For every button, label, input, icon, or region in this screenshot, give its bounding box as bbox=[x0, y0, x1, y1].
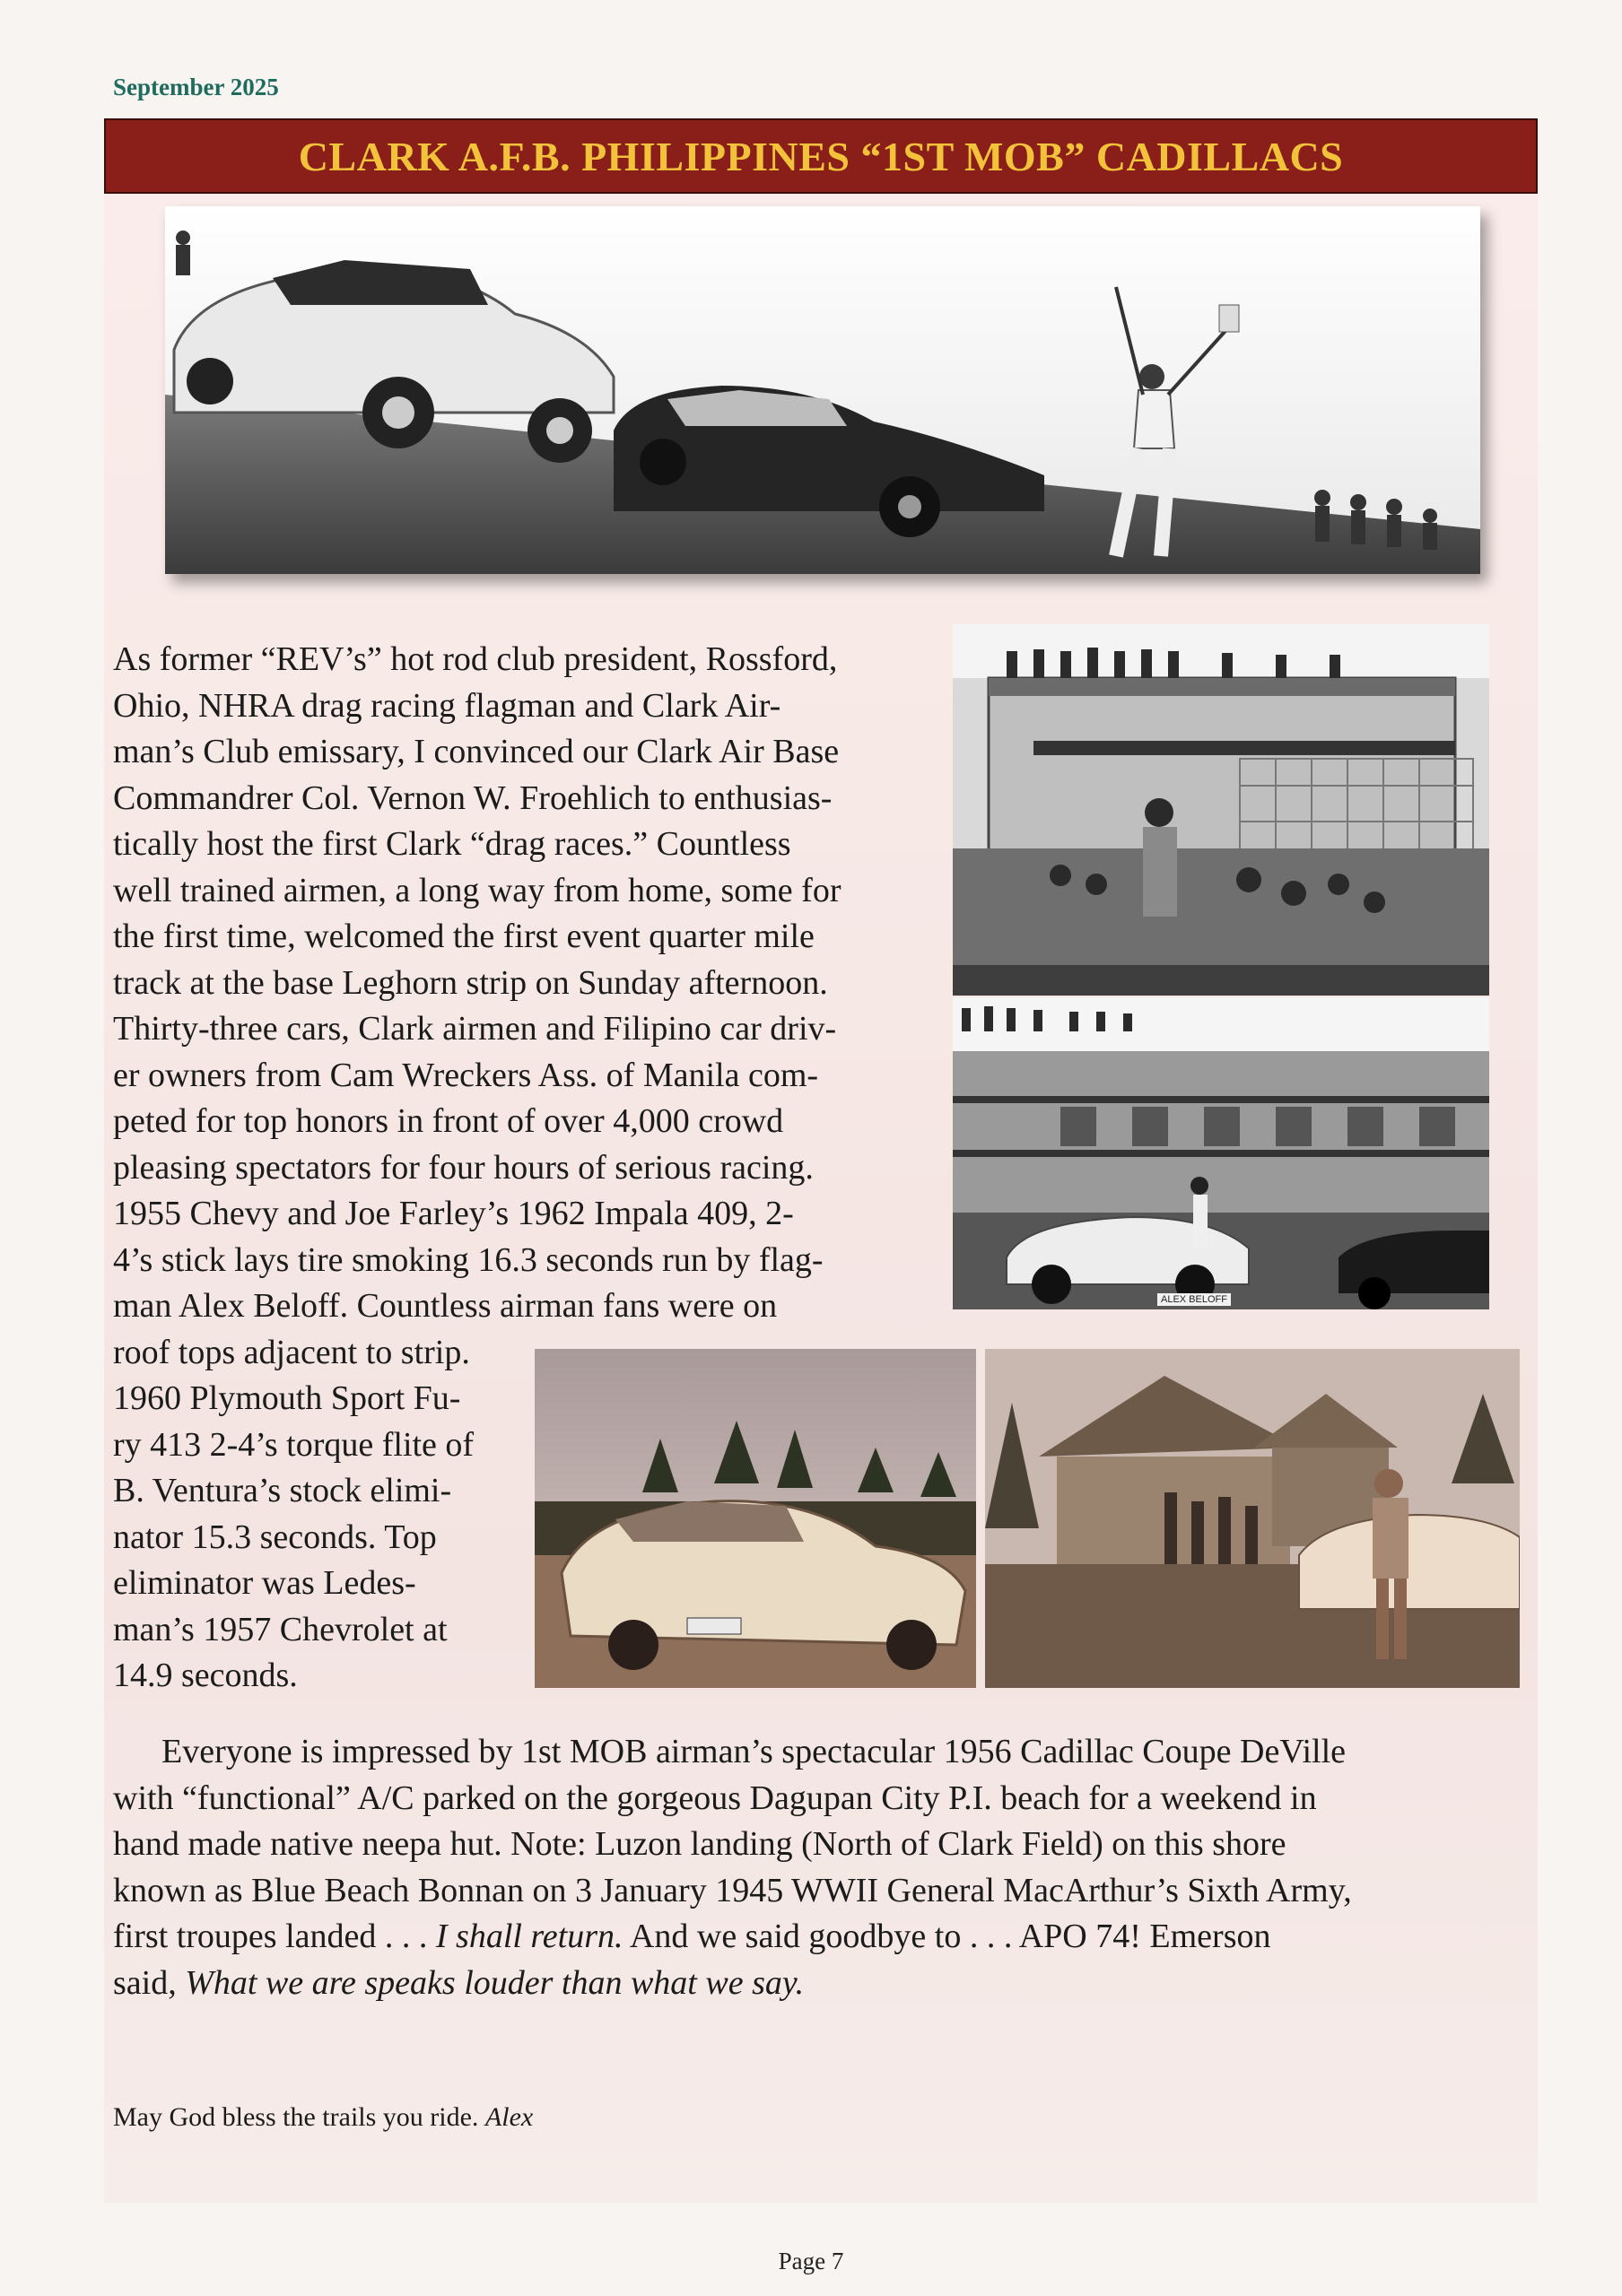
text-line bbox=[113, 1914, 1352, 1961]
closing-text: May God bless the trails you ride. bbox=[113, 2102, 485, 2132]
closing-line bbox=[113, 2102, 533, 2133]
race-at-building-photo bbox=[953, 997, 1489, 1309]
text-line: track at the base Leghorn strip on Sunday afternoon. bbox=[113, 963, 828, 1002]
article-title: CLARK A.F.B. PHILIPPINES “1ST MOB” CADILLACS bbox=[298, 133, 1344, 179]
text-line: Everyone is impressed by 1st MOB airman’s spectacular 1956 Cadillac Coupe DeVille bbox=[161, 1733, 1347, 1770]
text-line bbox=[113, 1961, 1352, 2007]
text-segment: And we said goodbye to . . . APO 74! Emerson bbox=[623, 1918, 1271, 1955]
text-line: man’s 1957 Chevrolet at bbox=[113, 1610, 448, 1648]
text-line: B. Ventura’s stock elimi- bbox=[113, 1472, 452, 1509]
page-number: Page 7 bbox=[778, 2248, 844, 2274]
text-line: known as Blue Beach Bonnan on 3 January 1945 WWII General MacArthur’s Sixth Army, bbox=[113, 1871, 1352, 1909]
text-line: with “functional” A/C parked on the gorgeous Dagupan City P.I. beach for a weekend in bbox=[113, 1779, 1317, 1817]
text-line: ry 413 2-4’s torque flite of bbox=[113, 1425, 475, 1464]
text-line: the first time, welcomed the first event quarter mile bbox=[113, 918, 815, 955]
text-line: man’s Club emissary, I convinced our Clark Air Base bbox=[113, 733, 840, 770]
issue-date: September 2025 bbox=[113, 74, 279, 100]
quote-italic: I shall return. bbox=[435, 1918, 624, 1955]
text-line: er owners from Cam Wreckers Ass. of Manila com- bbox=[113, 1056, 819, 1094]
text-line: hand made native neepa hut. Note: Luzon landing (North of Clark Field) on this shore bbox=[113, 1825, 1286, 1863]
text-line: eliminator was Ledes- bbox=[113, 1564, 416, 1602]
text-line: man Alex Beloff. Countless airman fans were on bbox=[113, 1287, 778, 1325]
text-line: tically host the first Clark “drag races.” Countless bbox=[113, 825, 791, 863]
text-line: Commandrer Col. Vernon W. Froehlich to enthusias- bbox=[113, 778, 833, 817]
text-line: 4’s stick lays tire smoking 16.3 seconds run by flag- bbox=[113, 1240, 824, 1279]
article-paragraph-1 bbox=[113, 637, 841, 1700]
text-line: well trained airmen, a long way from home, some for bbox=[113, 871, 842, 909]
text-line: Thirty-three cars, Clark airmen and Filipino car driv- bbox=[113, 1010, 837, 1048]
text-line: 14.9 seconds. bbox=[113, 1657, 298, 1694]
signature: Alex bbox=[484, 2102, 534, 2132]
text-line: Ohio, NHRA drag racing flagman and Clark Air- bbox=[113, 686, 781, 725]
text-segment: first troupes landed . . . bbox=[113, 1918, 436, 1955]
title-banner bbox=[104, 118, 1538, 194]
native-hut-photo bbox=[985, 1349, 1520, 1688]
text-line: As former “REV’s” hot rod club president, Rossford, bbox=[113, 640, 838, 678]
text-line: roof tops adjacent to strip. bbox=[113, 1333, 470, 1371]
text-line: pleasing spectators for four hours of serious racing. bbox=[113, 1148, 814, 1187]
drag-race-start-photo bbox=[165, 206, 1480, 574]
text-segment: said, bbox=[113, 1963, 186, 2002]
article-paragraph-2 bbox=[113, 1729, 1352, 2006]
text-line: 1960 Plymouth Sport Fu- bbox=[113, 1379, 461, 1417]
photo-caption: ALEX BELOFF bbox=[1157, 1293, 1231, 1306]
text-line: 1955 Chevy and Joe Farley’s 1962 Impala 409, 2- bbox=[113, 1195, 794, 1232]
spectators-building-photo bbox=[953, 624, 1489, 996]
quote-italic: What we are speaks louder than what we say. bbox=[185, 1963, 805, 2002]
text-line: peted for top honors in front of over 4,000 crowd bbox=[113, 1102, 784, 1140]
text-line: nator 15.3 seconds. Top bbox=[113, 1518, 437, 1556]
